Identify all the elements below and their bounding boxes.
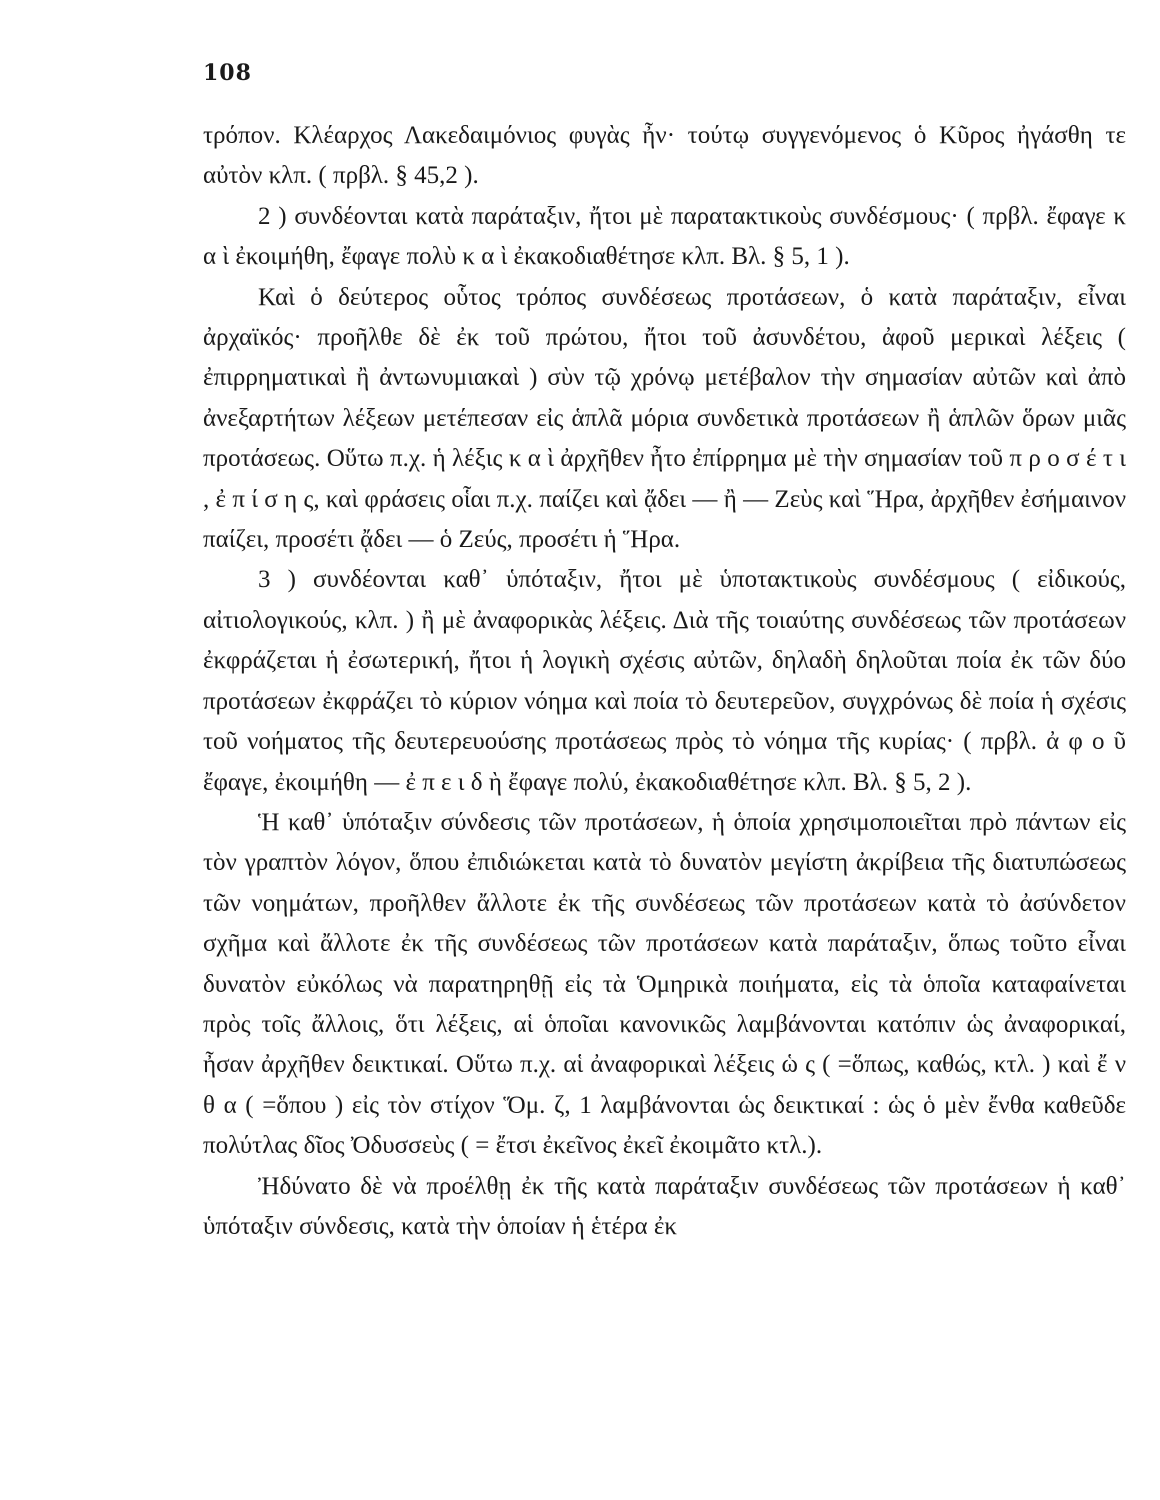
paragraph-6: Ἠδύνατο δὲ νὰ προέλθῃ ἐκ τῆς κατὰ παράταξιν συνδέσεως τῶν προτάσεων ἡ καθ᾽ ὑπόταξιν σύνδεσις, κατὰ τὴν ὁποίαν ἡ ἑτέρα ἐκ <box>203 1172 1126 1240</box>
paragraph-3: Καὶ ὁ δεύτερος οὗτος τρόπος συνδέσεως προτάσεων, ὁ κατὰ παράταξιν, εἶναι ἀρχαϊκός· προῆλθε δὲ ἐκ τοῦ πρώτου, ἤτοι τοῦ ἀσυνδέτου, ἀφοῦ μερικαὶ λέξεις ( ἐπιρρηματικαὶ ἢ ἀντωνυμιακαὶ ) σὺν τῷ χρόνῳ μετέβαλον τὴν σημασίαν αὐτῶν καὶ ἀπὸ ἀνεξαρτήτων λέξεων μετέπεσαν εἰς ἁπλᾶ μόρια συνδετικὰ προτάσεων ἢ ἁπλῶν ὅρων μιᾶς προτάσεως. Οὕτω π.χ. ἡ λέξις κ α ὶ ἀρχῆθεν ἦτο ἐπίρρημα μὲ τὴν σημασίαν τοῦ π ρ ο σ έ τ ι , ἐ π ί σ η ς, καὶ φράσεις οἷαι π.χ. παίζει καὶ ᾄδει — ἢ — Ζεὺς καὶ Ἥρα, ἀρχῆθεν ἐσήμαινον παίζει, προσέτι ᾄδει — ὁ Ζεύς, προσέτι ἡ Ἥρα. <box>203 283 1126 554</box>
paragraph-1: τρόπον. Κλέαρχος Λακεδαιμόνιος φυγὰς ἦν· τούτῳ συγγενόμενος ὁ Κῦρος ἠγάσθη τε αὐτὸν κλπ. ( πρβλ. § 45,2 ). <box>203 122 1126 190</box>
body-text <box>203 116 1126 1247</box>
paragraph-5: Ἡ καθ᾽ ὑπόταξιν σύνδεσις τῶν προτάσεων, ἡ ὁποία χρησιμοποιεῖται πρὸ πάντων εἰς τὸν γραπτὸν λόγον, ὅπου ἐπιδιώκεται κατὰ τὸ δυνατὸν μεγίστη ἀκρίβεια τῆς διατυπώσεως τῶν νοημάτων, προῆλθεν ἄλλοτε ἐκ τῆς συνδέσεως τῶν προτάσεων κατὰ τὸ ἀσύνδετον σχῆμα καὶ ἄλλοτε ἐκ τῆς συνδέσεως τῶν προτάσεων κατὰ παράταξιν, ὅπως τοῦτο εἶναι δυνατὸν εὐκόλως νὰ παρατηρηθῇ εἰς τὰ Ὁμηρικὰ ποιήματα, εἰς τὰ ὁποῖα καταφαίνεται πρὸς τοῖς ἄλλοις, ὅτι λέξεις, αἱ ὁποῖαι κανονικῶς λαμβάνονται κατόπιν ὡς ἀναφορικαί, ἦσαν ἀρχῆθεν δεικτικαί. Οὕτω π.χ. αἱ ἀναφορικαὶ λέξεις ὡ ς ( =ὅπως, καθώς, κτλ. ) καὶ ἔ ν θ α ( =ὅπου ) εἰς τὸν στίχον Ὅμ. ζ, 1 λαμβάνονται ὡς δεικτικαί : ὡς ὁ μὲν ἔνθα καθεῦδε πολύτλας δῖος Ὀδυσσεὺς ( = ἔτσι ἐκεῖνος ἐκεῖ ἐκοιμᾶτο κτλ.). <box>203 808 1126 1160</box>
paragraph-2: 2 ) συνδέονται κατὰ παράταξιν, ἤτοι μὲ παρατακτικοὺς συνδέσμους· ( πρβλ. ἔφαγε κ α ὶ ἐκοιμήθη, ἔφαγε πολὺ κ α ὶ ἐκακοδιαθέτησε κλπ. Βλ. § 5, 1 ). <box>203 202 1126 271</box>
page-number: 108 <box>203 60 252 86</box>
paragraph-4: 3 ) συνδέονται καθ᾽ ὑπόταξιν, ἤτοι μὲ ὑποτακτικοὺς συνδέσμους ( εἰδικούς, αἰτιολογικούς, κλπ. ) ἢ μὲ ἀναφορικὰς λέξεις. Διὰ τῆς τοιαύτης συνδέσεως τῶν προτάσεων ἐκφράζεται ἡ ἐσωτερική, ἤτοι ἡ λογικὴ σχέσις αὐτῶν, δηλαδὴ δηλοῦται ποία ἐκ τῶν δύο προτάσεων ἐκφράζει τὸ κύριον νόημα καὶ ποία τὸ δευτερεῦον, συγχρόνως δὲ ποία ἡ σχέσις τοῦ νοήματος τῆς δευτερευούσης προτάσεως πρὸς τὸ νόημα τῆς κυρίας· ( πρβλ. ἀ φ ο ῦ ἔφαγε, ἐκοιμήθη — ἐ π ε ι δ ὴ ἔφαγε πολύ, ἐκακοδιαθέτησε κλπ. Βλ. § 5, 2 ). <box>203 566 1126 796</box>
